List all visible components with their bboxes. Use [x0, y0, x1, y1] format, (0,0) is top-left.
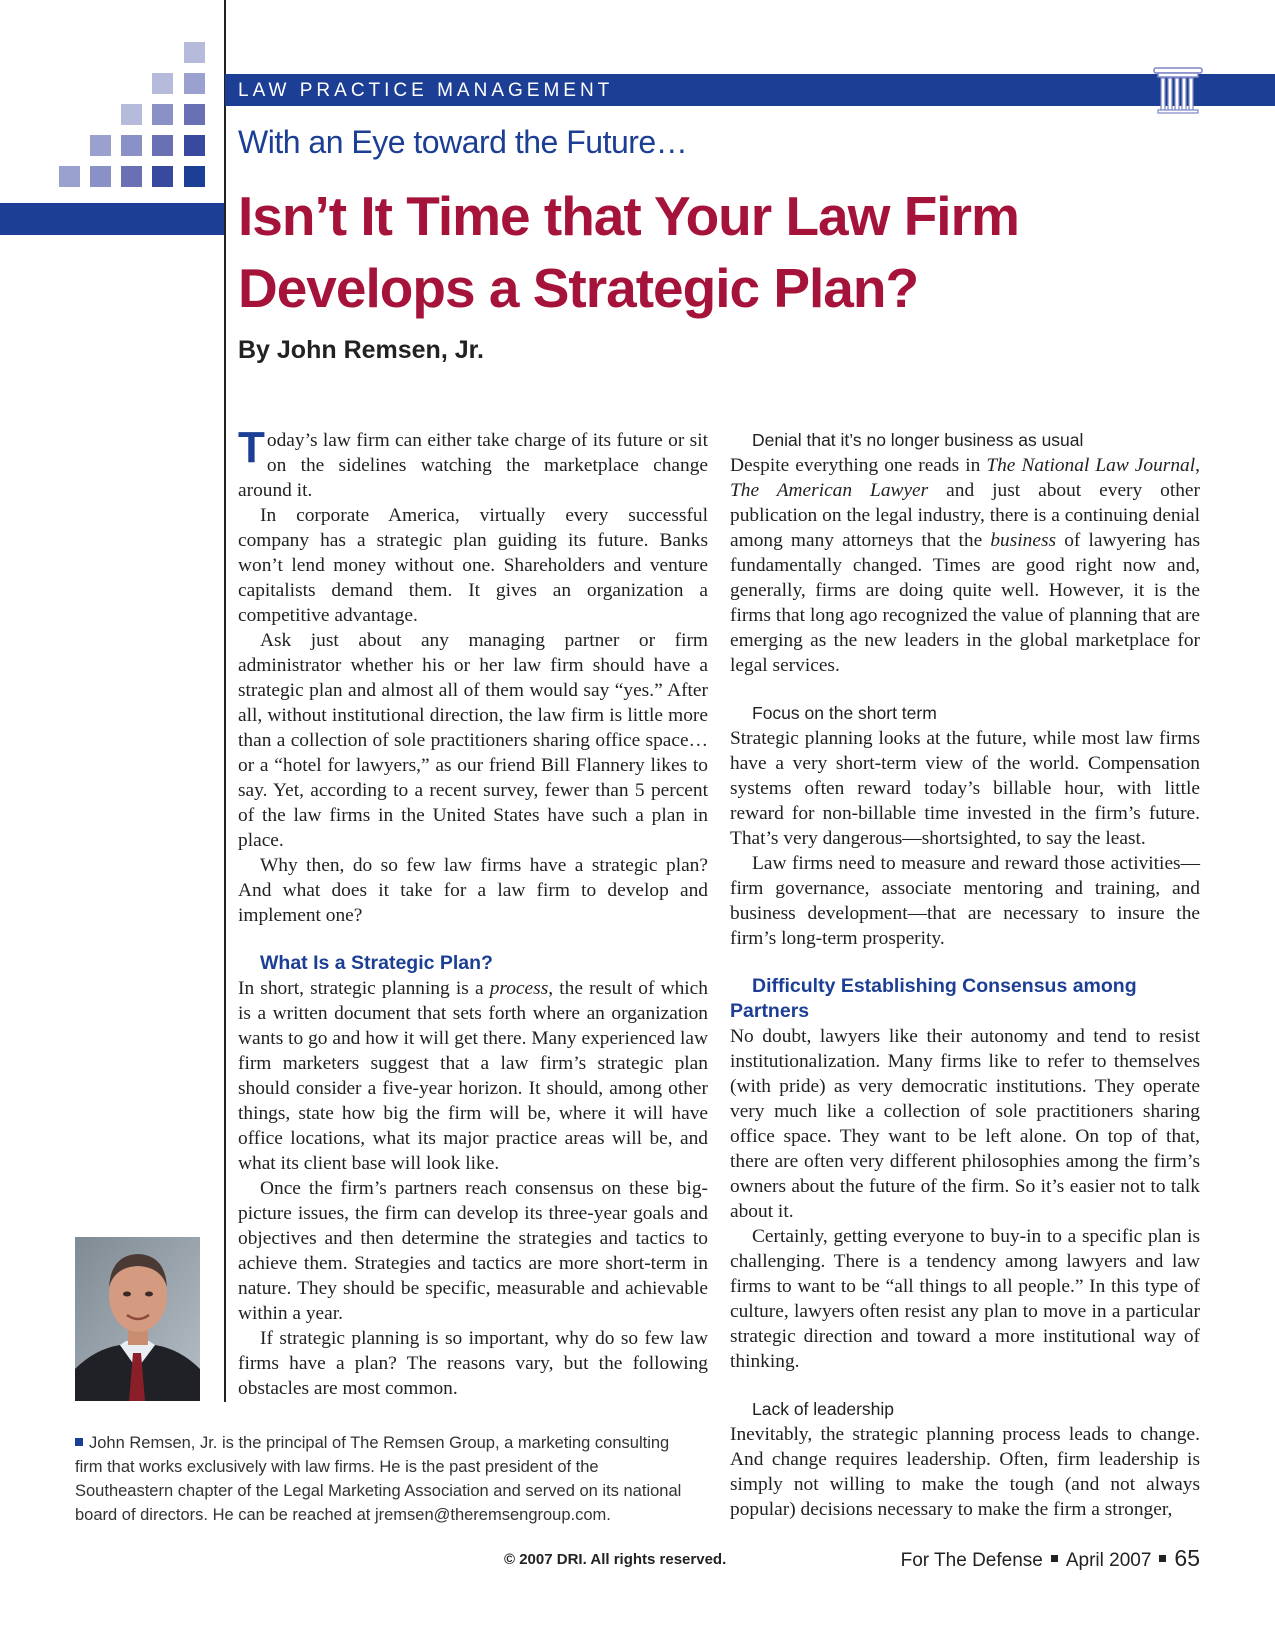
article-column-right [730, 428, 1200, 1522]
author-photo [75, 1237, 200, 1401]
article-subtitle: With an Eye toward the Future… [238, 124, 688, 160]
paragraph: In short, strategic planning is a process, the result of which is a written document that sets forth where an organization wants to go and how it will get there. Many experienced law firm marketers suggest that a law firm’s strategic plan should consider a five-year horizon. It should, among other things, state how big the firm will be, where it will have office locations, what its major practice areas will be, and what its client base will look like. [238, 978, 708, 1174]
subheading: Focus on the short term [752, 703, 937, 723]
deco-square [121, 104, 142, 125]
paragraph: Certainly, getting everyone to buy-in to a specific plan is challenging. There is a tendency among lawyers and law firms to want to be “all things to all people.” In this type of culture, lawyers often resist any plan to move in a particular strategic direction and toward a more institutional way of thinking. [730, 1226, 1200, 1372]
paragraph: Ask just about any managing partner or firm administrator whether his or her law firm should have a strategic plan and almost all of them would say “yes.” After all, without institutional direction, the law firm is little more than a collection of sole practitioners sharing office space…or a “hotel for lawyers,” as our friend Bill Flannery likes to say. Yet, according to a recent survey, fewer than 5 percent of the law firms in the United States have such a plan in place. [238, 630, 708, 851]
left-accent-bar [0, 203, 224, 235]
section-label: LAW PRACTICE MANAGEMENT [238, 80, 614, 101]
bullet-icon [1051, 1555, 1058, 1562]
title-line: Develops a Strategic Plan? [238, 257, 919, 319]
article-column-left [238, 423, 708, 1401]
deco-square [184, 42, 205, 63]
deco-square [184, 166, 205, 187]
deco-square [184, 135, 205, 156]
subheading: Lack of leadership [752, 1399, 895, 1419]
deco-square [59, 166, 80, 187]
paragraph: Once the firm’s partners reach consensus on these big-picture issues, the firm can develop its three-year goals and objectives and then determine the strategies and tactics to achieve them. Strategies and tactics are more short-term in nature. They should be specific, measurable and achievable within a year. [238, 1178, 708, 1324]
publication-name: For The Defense [900, 1550, 1043, 1571]
column-icon [1150, 62, 1206, 118]
copyright: © 2007 DRI. All rights reserved. [504, 1551, 727, 1568]
deco-square [184, 104, 205, 125]
paragraph: Strategic planning looks at the future, while most law firms have a very short-term view of the world. Compensation systems often reward today’s billable hour, with little reward for non-billable time invested in the firm’s future. That’s very dangerous—shortsighted, to say the least. [730, 728, 1200, 849]
section-heading: Difficulty Establishing Consensus among Partners [730, 975, 1137, 1022]
deco-square [121, 135, 142, 156]
deco-square [152, 166, 173, 187]
title-line: Isn’t It Time that Your Law Firm [238, 185, 1019, 247]
subheading: Denial that it’s no longer business as usual [752, 430, 1084, 450]
page-number: 65 [1174, 1545, 1200, 1571]
paragraph: Why then, do so few law firms have a strategic plan? And what does it take for a law firm to develop and implement one? [238, 855, 708, 926]
vertical-rule [224, 0, 226, 1402]
paragraph: If strategic planning is so important, why do so few law firms have a plan? The reasons vary, but the following obstacles are most common. [238, 1328, 708, 1399]
section-heading: What Is a Strategic Plan? [260, 952, 493, 974]
author-email[interactable]: jremsen@theremsengroup.com [374, 1506, 607, 1524]
drop-cap: T [238, 423, 265, 472]
paragraph: Today’s law firm can either take charge of its future or sit on the sidelines watching the marketplace change around it. [238, 423, 708, 501]
paragraph: Law firms need to measure and reward those activities—firm governance, associate mentoring and training, and business development—that are necessary to insure the firm’s long-term prosperity. [730, 853, 1200, 949]
paragraph: No doubt, lawyers like their autonomy and tend to resist institutionalization. Many firms like to refer to themselves (with pride) as very democratic institutions. They operate very much like a collection of sole practitioners sharing office space. They want to be left alone. On top of that, there are often very different philosophies among the firm’s owners about the future of the firm. So it’s easier not to talk about it. [730, 1026, 1200, 1222]
paragraph: Despite everything one reads in The National Law Journal, The American Lawyer and just about every other publication on the legal industry, there is a continuing denial among many attorneys that the business of lawyering has fundamentally changed. Times are good right now and, generally, firms are doing quite well. However, it is the firms that long ago recognized the value of planning that are emerging as the new leaders in the global marketplace for legal services. [730, 455, 1201, 676]
bullet-icon [1159, 1555, 1166, 1562]
deco-square [90, 135, 111, 156]
paragraph: In corporate America, virtually every successful company has a strategic plan guiding its future. Banks won’t lend money without one. Shareholders and venture capitalists demand them. It gives an organization a competitive advantage. [238, 505, 708, 626]
article-title [238, 180, 1138, 324]
deco-square [152, 135, 173, 156]
page-footer [901, 1545, 1200, 1572]
deco-square [152, 104, 173, 125]
deco-square [90, 166, 111, 187]
byline: By John Remsen, Jr. [238, 336, 484, 364]
deco-square [184, 73, 205, 94]
paragraph: Inevitably, the strategic planning process leads to change. And change requires leadership. Often, firm leadership is simply not willing to make the tough (and not always popular) decisions necessary to make the firm a stronger, [730, 1424, 1200, 1520]
issue-date: April 2007 [1065, 1550, 1152, 1571]
bullet-icon [75, 1438, 83, 1446]
deco-square [152, 73, 173, 94]
author-bio: John Remsen, Jr. is the principal of The Remsen Group, a marketing consulting firm that works exclusively with law firms. He is the past president of the Southeastern chapter of the Legal Marketing Association and served on its national board of directors. He can be reached at jremsen@theremsengroup.com. [75, 1434, 682, 1524]
deco-square [121, 166, 142, 187]
